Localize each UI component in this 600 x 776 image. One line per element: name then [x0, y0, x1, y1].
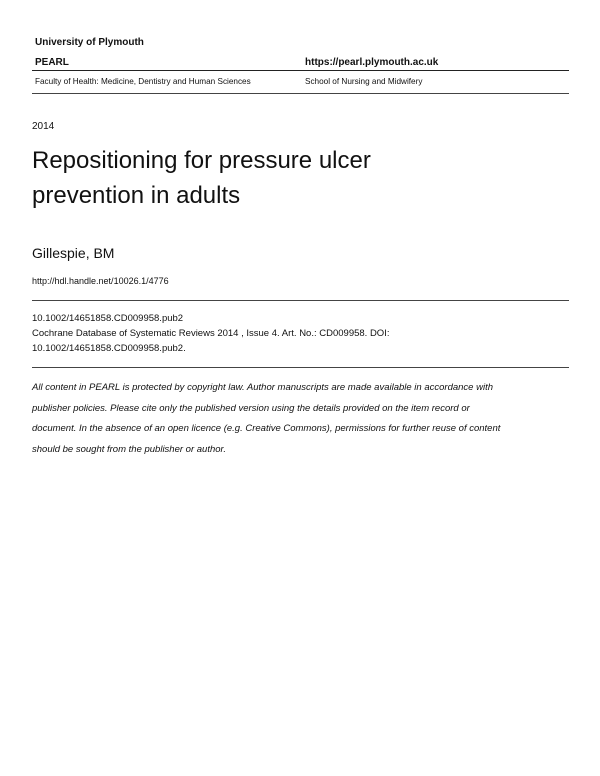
- rights-line: All content in PEARL is protected by copyright law. Author manuscripts are made available in accordance with: [32, 382, 493, 393]
- rights-notice: [32, 378, 572, 460]
- header-divider: [32, 70, 569, 71]
- title-line: Repositioning for pressure ulcer: [32, 147, 371, 174]
- citation-line: Cochrane Database of Systematic Reviews 2014 , Issue 4. Art. No.: CD009958. DOI:: [32, 328, 390, 339]
- publication-year: 2014: [32, 121, 55, 132]
- document-title: [32, 143, 552, 213]
- faculty-name: Faculty of Health: Medicine, Dentistry and Human Sciences: [35, 77, 251, 86]
- citation-line: 10.1002/14651858.CD009958.pub2.: [32, 343, 186, 354]
- rights-line: publisher policies. Please cite only the published version using the details provided on the item record or: [32, 402, 470, 414]
- header-bottom-divider: [32, 93, 569, 94]
- handle-link[interactable]: http://hdl.handle.net/10026.1/4776: [32, 276, 169, 286]
- rights-line: document. In the absence of an open licence (e.g. Creative Commons), permissions for further reuse of content: [32, 423, 501, 434]
- divider: [32, 300, 569, 301]
- citation-block: [32, 311, 389, 356]
- divider: [32, 367, 569, 368]
- title-line: prevention in adults: [32, 182, 241, 209]
- rights-line: should be sought from the publisher or author.: [32, 443, 226, 455]
- institution-name: University of Plymouth: [35, 37, 144, 48]
- author-name: Gillespie, BM: [32, 245, 115, 261]
- school-name: School of Nursing and Midwifery: [305, 77, 423, 86]
- repository-name: PEARL: [35, 57, 69, 68]
- doi-text: 10.1002/14651858.CD009958.pub2: [32, 313, 184, 324]
- repository-url-link[interactable]: https://pearl.plymouth.ac.uk: [305, 57, 439, 68]
